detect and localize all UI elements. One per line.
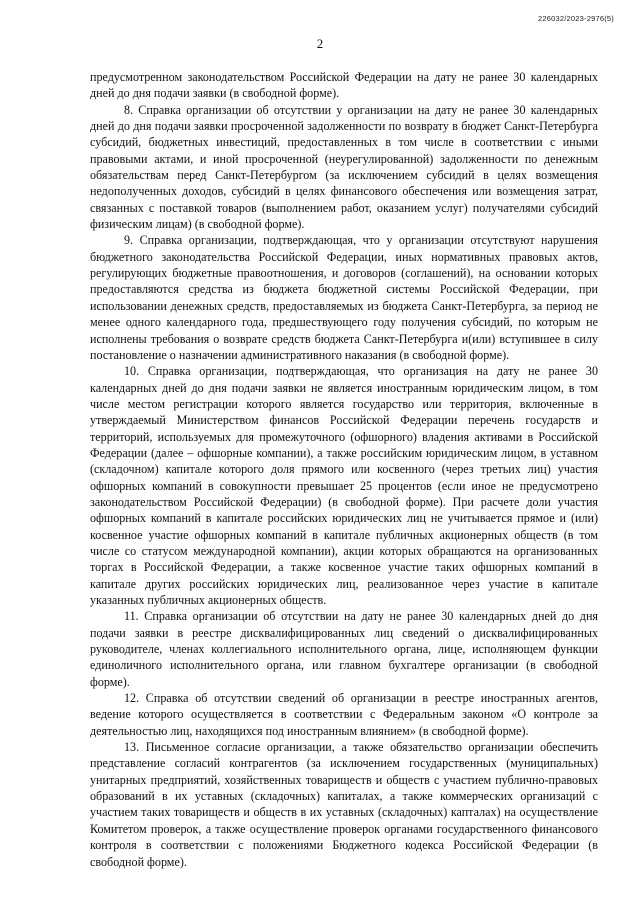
paragraph-item-11: 11. Справка организации об отсутствии на дату не ранее 30 календарных дней до дня подачи заявки в реестре дисквалифицированных лиц сведений о дисквалифицированных руководителе, членах коллегиального исполнительного органа, лице, исполняющем функции единоличного исполнительного органа, или главном бухгалтере организации (в свободной форме). <box>90 609 598 689</box>
paragraph-item-13: 13. Письменное согласие организации, а также обязательство организации обеспечить представление согласий контрагентов (за исключением государственных (муниципальных) унитарных предприятий, хозяйственных товариществ и обществ с участием публично-правовых образований в их уставных (складочных) капиталах, а также коммерческих организаций с участием таких товариществ и обществ в их уставных (складочных) капталах) на осуществление Комитетом проверок, а также осуществление проверок органами государственного финансового контроля в соответствии с положениями Бюджетного кодекса Российской Федерации (в свободной форме). <box>90 740 598 869</box>
paragraph-item-8: 8. Справка организации об отсутствии у организации на дату не ранее 30 календарных дней до дня подачи заявки просроченной задолженности по возврату в бюджет Санкт-Петербурга субсидий, бюджетных инвестиций, предоставленных в том числе в соответствии с иными правовыми актами, и иной просроченной (неурегулированной) задолженности по денежным обязательствам перед Санкт-Петербургом (за исключением субсидий в целях возмещения недополученных доходов, субсидий в целях финансового обеспечения или возмещения затрат, связанных с поставкой товаров (выполнением работ, оказанием услуг) получателями субсидий физическим лицам) (в свободной форме). <box>90 102 598 232</box>
page-number: 2 <box>316 36 324 51</box>
document-body <box>90 69 598 870</box>
paragraph-item-10: 10. Справка организации, подтверждающая, что организация на дату не ранее 30 календарных дней до дня подачи заявки не является иностранным юридическим лицом, в том числе местом регистрации которого является государство или территория, включенные в утверждаемый Министерством финансов Российской Федерации перечень государств и территорий, используемых для промежуточного (офшорного) владения активами в Российской Федерации (далее – офшорные компании), а также российским юридическим лицом, в уставном (складочном) капитале которого доля прямого или косвенного (через третьих лиц) участия офшорных компаний в совокупности превышает 25 процентов (если иное не предусмотрено законодательством Российской Федерации) (в свободной форме). При расчете доли участия офшорных компаний в капитале российских юридических лиц не учитывается прямое и (или) косвенное участие офшорных компаний в капитале публичных акционерных обществ (в том числе со статусом международной компании), акции которых обращаются на организованных торгах в Российской Федерации, а также косвенное участие таких офшорных компаний в капитале других российских юридических лиц, реализованное через участие в капитале указанных публичных акционерных обществ. <box>90 364 598 607</box>
paragraph-item-9: 9. Справка организации, подтверждающая, что у организации отсутствуют нарушения бюджетного законодательства Российской Федерации, иных нормативных правовых актов, регулирующих бюджетные правоотношения, и договоров (соглашений), на основании которых предоставляются средства из бюджета бюджетной системы Российской Федерации, при использовании денежных средств, предоставляемых из бюджета Санкт-Петербурга, за период не менее одного календарного года, предшествующего году получения субсидий, по которым не исполнены требования о возврате средств бюджета Санкт-Петербурга и(или) вступившее в силу постановление о назначении административного наказания (в свободной форме). <box>90 233 598 362</box>
document-number: 226032/2023-2976(5) <box>538 14 614 23</box>
paragraph-item-12: 12. Справка об отсутствии сведений об организации в реестре иностранных агентов, ведение которого осуществляется в соответствии с Федеральным законом «О контроле за деятельностью лиц, находящихся под иностранным влиянием» (в свободной форме). <box>90 691 598 738</box>
paragraph-continuation: предусмотренном законодательством Российской Федерации на дату не ранее 30 календарных дней до дня подачи заявки (в свободной форме). <box>90 70 598 101</box>
